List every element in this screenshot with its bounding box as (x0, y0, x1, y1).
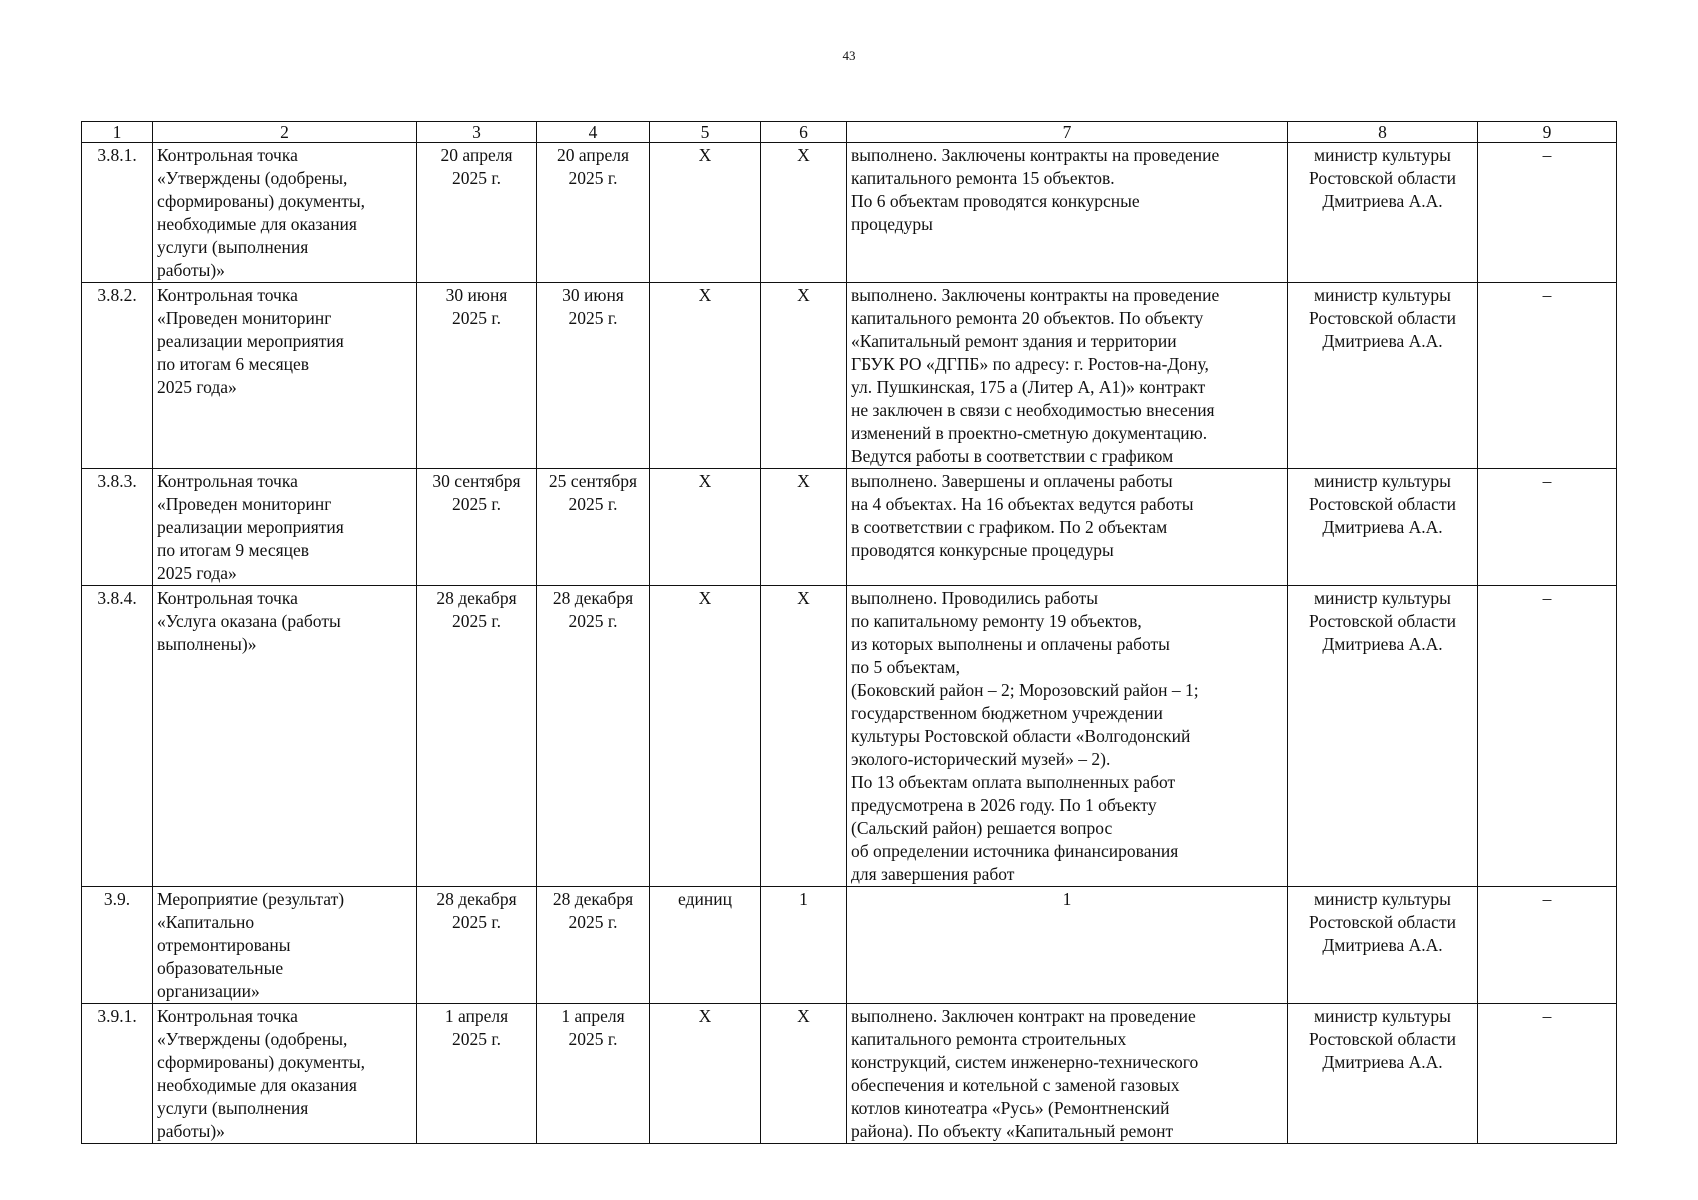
actual-date: 28 декабря 2025 г. (537, 586, 650, 887)
note: – (1478, 469, 1617, 586)
status-text: выполнено. Проводились работы по капитальному ремонту 19 объектов, из которых выполнены и оплачены работы по 5 объектам, (Боковский район – 2; Морозовский район – 1; государственном бюджетном учреждении культуры Ростовской области «Волгодонский эколого-исторический музей» – 2). По 13 объектам оплата выполненных работ предусмотрена в 2026 году. По 1 объекту (Сальский район) решается вопрос об определении источника финансирования для завершения работ (847, 586, 1288, 887)
note: – (1478, 586, 1617, 887)
column-header: 8 (1288, 122, 1478, 143)
status-text: выполнено. Завершены и оплачены работы на 4 объектах. На 16 объектах ведутся работы в соответствии с графиком. По 2 объектам проводятся конкурсные процедуры (847, 469, 1288, 586)
table-row (82, 283, 1617, 469)
plan-value: 1 (761, 887, 847, 1004)
row-number: 3.9.1. (82, 1004, 153, 1144)
plan-value: X (761, 143, 847, 283)
note: – (1478, 283, 1617, 469)
row-number: 3.8.4. (82, 586, 153, 887)
unit: X (650, 1004, 761, 1144)
status-text: выполнено. Заключен контракт на проведение капитального ремонта строительных конструкций, систем инженерно-технического обеспечения и котельной с заменой газовых котлов кинотеатра «Русь» (Ремонтненский района). По объекту «Капитальный ремонт (847, 1004, 1288, 1144)
row-name: Контрольная точка «Проведен мониторинг реализации мероприятия по итогам 9 месяцев 2025 года» (153, 469, 417, 586)
planned-date: 20 апреля 2025 г. (417, 143, 537, 283)
column-header: 9 (1478, 122, 1617, 143)
actual-date: 28 декабря 2025 г. (537, 887, 650, 1004)
actual-date: 1 апреля 2025 г. (537, 1004, 650, 1144)
status-text: 1 (847, 887, 1288, 1004)
plan-value: X (761, 586, 847, 887)
note: – (1478, 887, 1617, 1004)
header-row (82, 122, 1617, 143)
table-row (82, 586, 1617, 887)
row-name: Контрольная точка «Проведен мониторинг реализации мероприятия по итогам 6 месяцев 2025 года» (153, 283, 417, 469)
planned-date: 30 июня 2025 г. (417, 283, 537, 469)
column-header: 1 (82, 122, 153, 143)
table-row (82, 143, 1617, 283)
note: – (1478, 1004, 1617, 1144)
planned-date: 28 декабря 2025 г. (417, 887, 537, 1004)
row-name: Контрольная точка «Утверждены (одобрены, сформированы) документы, необходимые для оказания услуги (выполнения работы)» (153, 143, 417, 283)
actual-date: 25 сентября 2025 г. (537, 469, 650, 586)
table-row (82, 1004, 1617, 1144)
plan-value: X (761, 469, 847, 586)
column-header: 5 (650, 122, 761, 143)
unit: X (650, 469, 761, 586)
unit: X (650, 143, 761, 283)
plan-value: X (761, 1004, 847, 1144)
planned-date: 28 декабря 2025 г. (417, 586, 537, 887)
responsible: министр культуры Ростовской области Дмитриева А.А. (1288, 887, 1478, 1004)
responsible: министр культуры Ростовской области Дмитриева А.А. (1288, 586, 1478, 887)
row-number: 3.8.1. (82, 143, 153, 283)
table-row (82, 469, 1617, 586)
column-header: 4 (537, 122, 650, 143)
unit: X (650, 586, 761, 887)
row-name: Мероприятие (результат) «Капитально отремонтированы образовательные организации» (153, 887, 417, 1004)
column-header: 7 (847, 122, 1288, 143)
unit: единиц (650, 887, 761, 1004)
page-number: 43 (842, 48, 856, 63)
row-name: Контрольная точка «Услуга оказана (работы выполнены)» (153, 586, 417, 887)
plan-value: X (761, 283, 847, 469)
column-header: 3 (417, 122, 537, 143)
responsible: министр культуры Ростовской области Дмитриева А.А. (1288, 469, 1478, 586)
responsible: министр культуры Ростовской области Дмитриева А.А. (1288, 1004, 1478, 1144)
report-table (81, 121, 1617, 1144)
note: – (1478, 143, 1617, 283)
row-number: 3.9. (82, 887, 153, 1004)
status-text: выполнено. Заключены контракты на проведение капитального ремонта 20 объектов. По объекту «Капитальный ремонт здания и территории ГБУК РО «ДГПБ» по адресу: г. Ростов-на-Дону, ул. Пушкинская, 175 а (Литер А, А1)» контракт не заключен в связи с необходимостью внесения изменений в проектно-сметную документацию. Ведутся работы в соответствии с графиком (847, 283, 1288, 469)
unit: X (650, 283, 761, 469)
column-header: 2 (153, 122, 417, 143)
planned-date: 30 сентября 2025 г. (417, 469, 537, 586)
row-number: 3.8.3. (82, 469, 153, 586)
column-header: 6 (761, 122, 847, 143)
actual-date: 30 июня 2025 г. (537, 283, 650, 469)
row-number: 3.8.2. (82, 283, 153, 469)
responsible: министр культуры Ростовской области Дмитриева А.А. (1288, 143, 1478, 283)
actual-date: 20 апреля 2025 г. (537, 143, 650, 283)
table-row (82, 887, 1617, 1004)
planned-date: 1 апреля 2025 г. (417, 1004, 537, 1144)
status-text: выполнено. Заключены контракты на проведение капитального ремонта 15 объектов. По 6 объектам проводятся конкурсные процедуры (847, 143, 1288, 283)
row-name: Контрольная точка «Утверждены (одобрены, сформированы) документы, необходимые для оказания услуги (выполнения работы)» (153, 1004, 417, 1144)
responsible: министр культуры Ростовской области Дмитриева А.А. (1288, 283, 1478, 469)
